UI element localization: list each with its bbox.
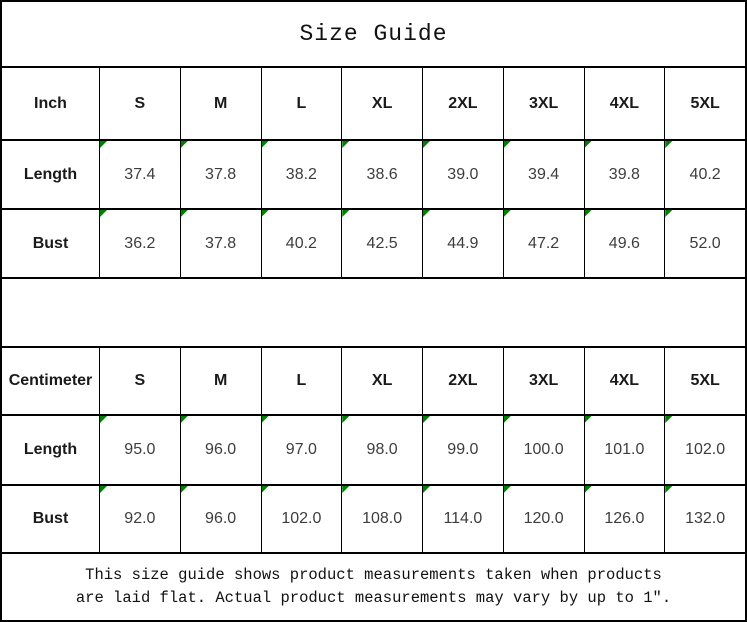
cell-marker-icon: [585, 486, 592, 493]
cell-marker-icon: [181, 486, 188, 493]
measurement-cell: [341, 486, 422, 552]
spacer-row: [2, 277, 745, 346]
cell-marker-icon: [100, 141, 107, 148]
cell-marker-icon: [423, 486, 430, 493]
measurement-value: 102.0: [685, 441, 726, 458]
measurement-cell: [180, 486, 261, 552]
measurement-value: 49.6: [608, 234, 640, 252]
measurement-cell: [180, 416, 261, 484]
measurement-cell: [503, 141, 584, 208]
cm-bust-row: [2, 484, 745, 552]
footer-note: [2, 552, 745, 620]
measurement-value: 37.4: [124, 165, 156, 183]
size-header-cell: 5XL: [664, 68, 745, 139]
size-header-cell: M: [180, 68, 261, 139]
size-header-cell: 2XL: [422, 68, 503, 139]
measurement-value: 100.0: [523, 441, 564, 458]
cell-marker-icon: [665, 210, 672, 217]
measurement-value: 96.0: [205, 510, 237, 527]
measurement-value: 39.0: [447, 165, 479, 183]
size-header-cell: 3XL: [503, 348, 584, 414]
cell-marker-icon: [181, 416, 188, 423]
size-header-cell: 4XL: [584, 68, 665, 139]
cell-marker-icon: [585, 210, 592, 217]
size-header-cell: XL: [341, 68, 422, 139]
inch-length-row: [2, 139, 745, 208]
measurement-value: 114.0: [443, 510, 483, 527]
measurement-value: 44.9: [447, 234, 479, 252]
cell-marker-icon: [100, 416, 107, 423]
cell-marker-icon: [262, 210, 269, 217]
title-row: [2, 2, 745, 66]
measurement-cell: [261, 141, 342, 208]
size-header-cell: S: [99, 348, 180, 414]
measurement-value: 92.0: [124, 510, 156, 527]
cell-marker-icon: [262, 416, 269, 423]
cell-marker-icon: [423, 210, 430, 217]
row-label-cell: Length: [23, 441, 78, 458]
measurement-cell: [261, 486, 342, 552]
cell-marker-icon: [665, 141, 672, 148]
cell-marker-icon: [342, 486, 349, 493]
cell-marker-icon: [262, 141, 269, 148]
cell-marker-icon: [423, 416, 430, 423]
measurement-cell: [261, 210, 342, 277]
measurement-value: 40.2: [689, 165, 721, 183]
cell-marker-icon: [585, 141, 592, 148]
measurement-cell: [99, 486, 180, 552]
cell-marker-icon: [423, 141, 430, 148]
measurement-value: 126.0: [604, 510, 645, 527]
unit-header-cell: Centimeter: [8, 372, 93, 389]
measurement-cell: [503, 486, 584, 552]
cell-marker-icon: [342, 141, 349, 148]
cell-marker-icon: [504, 486, 511, 493]
measurement-value: 99.0: [447, 441, 479, 458]
measurement-value: 95.0: [124, 441, 156, 458]
measurement-value: 39.8: [608, 165, 640, 183]
measurement-value: 47.2: [528, 234, 560, 252]
cell-marker-icon: [504, 141, 511, 148]
measurement-value: 108.0: [362, 510, 403, 527]
measurement-value: 98.0: [366, 441, 398, 458]
cell-marker-icon: [100, 486, 107, 493]
cell-marker-icon: [100, 210, 107, 217]
measurement-value: 38.6: [366, 165, 398, 183]
size-header-cell: L: [261, 68, 342, 139]
measurement-value: 37.8: [205, 234, 237, 252]
measurement-cell: [584, 141, 665, 208]
measurement-cell: [503, 416, 584, 484]
cell-marker-icon: [342, 210, 349, 217]
size-header-cell: 4XL: [584, 348, 665, 414]
measurement-value: 37.8: [205, 165, 237, 183]
footer-note-line2: are laid flat. Actual product measurements may vary by up to 1″.: [75, 589, 672, 607]
size-header-cell: L: [261, 348, 342, 414]
measurement-value: 39.4: [528, 165, 560, 183]
inch-bust-row: [2, 208, 745, 277]
size-header-cell: S: [99, 68, 180, 139]
measurement-cell: [584, 416, 665, 484]
measurement-value: 132.0: [685, 510, 726, 527]
size-header-cell: XL: [341, 348, 422, 414]
cell-marker-icon: [585, 416, 592, 423]
cell-marker-icon: [665, 486, 672, 493]
measurement-cell: [99, 416, 180, 484]
measurement-cell: [584, 210, 665, 277]
measurement-cell: [341, 141, 422, 208]
measurement-value: 40.2: [285, 234, 317, 252]
cm-length-row: [2, 414, 745, 484]
cell-marker-icon: [181, 141, 188, 148]
measurement-cell: [664, 416, 745, 484]
measurement-cell: [422, 141, 503, 208]
row-label-cell: Bust: [32, 510, 69, 527]
unit-header-cell: Inch: [34, 94, 67, 112]
inch-header-row: [2, 66, 745, 139]
measurement-cell: [180, 210, 261, 277]
cell-marker-icon: [262, 486, 269, 493]
measurement-value: 97.0: [285, 441, 317, 458]
measurement-value: 101.0: [604, 441, 645, 458]
measurement-cell: [341, 210, 422, 277]
cm-header-row: [2, 346, 745, 414]
measurement-cell: [99, 141, 180, 208]
measurement-cell: [422, 210, 503, 277]
cell-marker-icon: [665, 416, 672, 423]
measurement-value: 120.0: [523, 510, 564, 527]
measurement-cell: [422, 416, 503, 484]
measurement-cell: [99, 210, 180, 277]
footer-note-line1: This size guide shows product measurements taken when products: [85, 565, 662, 584]
cell-marker-icon: [342, 416, 349, 423]
measurement-cell: [664, 486, 745, 552]
page-title: Size Guide: [299, 21, 448, 47]
row-label-cell: Length: [23, 165, 78, 183]
measurement-cell: [503, 210, 584, 277]
measurement-cell: [180, 141, 261, 208]
measurement-cell: [261, 416, 342, 484]
measurement-value: 102.0: [281, 510, 322, 527]
measurement-value: 52.0: [689, 234, 721, 252]
size-header-cell: M: [180, 348, 261, 414]
measurement-value: 36.2: [124, 234, 156, 252]
cell-marker-icon: [181, 210, 188, 217]
size-header-cell: 2XL: [422, 348, 503, 414]
measurement-value: 42.5: [366, 234, 398, 252]
row-label-cell: Bust: [32, 234, 69, 252]
cell-marker-icon: [504, 210, 511, 217]
measurement-cell: [341, 416, 422, 484]
measurement-cell: [422, 486, 503, 552]
size-header-cell: 5XL: [664, 348, 745, 414]
measurement-value: 96.0: [205, 441, 237, 458]
measurement-value: 38.2: [285, 165, 317, 183]
measurement-cell: [664, 210, 745, 277]
measurement-cell: [584, 486, 665, 552]
measurement-cell: [664, 141, 745, 208]
cell-marker-icon: [504, 416, 511, 423]
size-header-cell: 3XL: [503, 68, 584, 139]
